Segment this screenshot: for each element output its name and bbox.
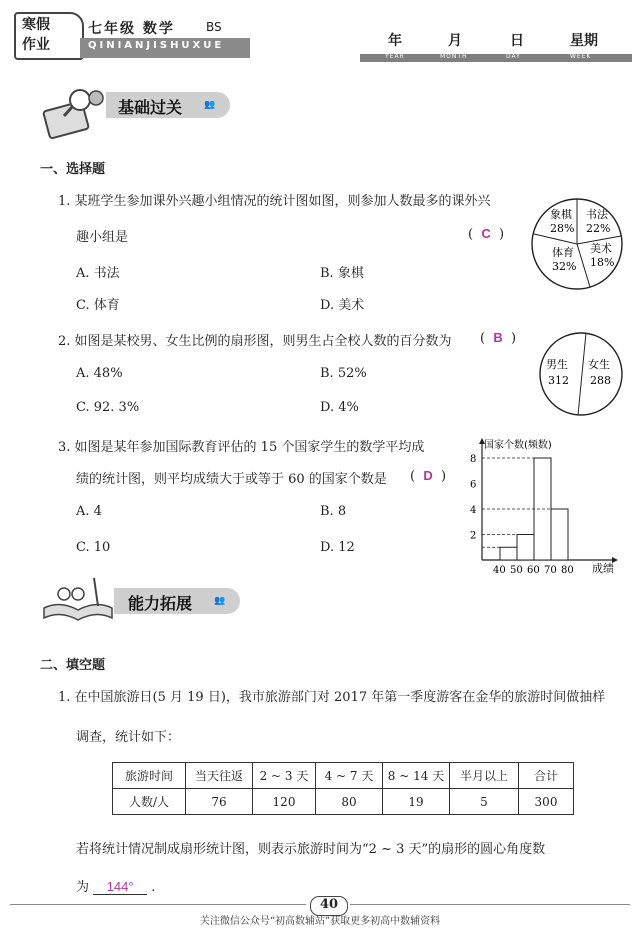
- y-tick-label: 4: [470, 505, 477, 516]
- banner-basics-title: 基础过关: [118, 98, 183, 117]
- x-tick-label: 60: [527, 565, 540, 576]
- pie1-xiangqi: 象棋: [550, 208, 572, 221]
- footer-note: 关注微信公众号“初高数辅站”获取更多初高中数辅资料: [199, 916, 441, 927]
- table-cell: 120: [253, 789, 316, 815]
- pie2-girls: 女生: [588, 358, 610, 371]
- grade-subject: 七年级 数学: [88, 21, 175, 37]
- brand-bottom: 作业: [22, 37, 50, 53]
- page-number: 40: [310, 896, 348, 916]
- q1-option-d: D. 美术: [320, 298, 365, 313]
- histogram-bar: [500, 547, 517, 560]
- q3-option-a: A. 4: [76, 504, 102, 519]
- pie1-tiyu-pct: 32%: [552, 260, 577, 273]
- table-row: [113, 789, 574, 815]
- date-day-en: DAY: [506, 53, 521, 60]
- table-cell: 19: [383, 789, 450, 815]
- pie1-tiyu: 体育: [552, 246, 574, 259]
- x-tick-label: 50: [510, 565, 523, 576]
- q1-answer: C: [481, 226, 491, 241]
- table-cell: 人数/人: [113, 789, 186, 815]
- date-year: 年: [388, 33, 402, 49]
- table-cell: 76: [186, 789, 253, 815]
- y-tick-label: 6: [470, 479, 477, 491]
- q3-option-b: B. 8: [320, 504, 347, 519]
- y-tick-label: 8: [470, 454, 477, 465]
- q3-option-c: C. 10: [76, 540, 111, 555]
- q1-option-c: C. 体育: [76, 298, 120, 313]
- q4-prefix: 为: [76, 880, 90, 895]
- q1-line1: 1. 某班学生参加课外兴趣小组情况的统计图如图，则参加人数最多的课外兴: [58, 194, 491, 209]
- x-tick-label: 40: [493, 565, 506, 576]
- table-cell: 300: [519, 789, 574, 815]
- q2-line1: 2. 如图是某校男、女生比例的扇形图，则男生占全校人数的百分数为: [58, 334, 452, 349]
- table-cell: 80: [316, 789, 383, 815]
- pie-chart-interest-groups: [528, 196, 626, 292]
- x-tick-label: 70: [544, 565, 557, 576]
- table-header-cell: 当天往返: [186, 763, 253, 789]
- footer-rule-left: [10, 904, 306, 905]
- x-tick-label: 80: [561, 565, 574, 576]
- date-day: 日: [510, 33, 524, 49]
- date-year-en: YEAR: [385, 53, 405, 60]
- y-tick-label: 2: [470, 530, 477, 542]
- q3-answer: D: [423, 468, 433, 483]
- brand-top: 寒假: [22, 17, 50, 33]
- pinyin-label: QINIANJISHUXUE: [88, 40, 225, 51]
- pie1-xiangqi-pct: 28%: [550, 222, 575, 235]
- q4-line4: [76, 876, 155, 895]
- q2-option-c: C. 92. 3%: [76, 400, 140, 415]
- pie1-meishu-pct: 18%: [590, 256, 615, 269]
- section1-title: 一、选择题: [40, 162, 106, 177]
- table-header-cell: 8 ~ 14 天: [383, 763, 450, 789]
- edition: BS: [206, 20, 222, 34]
- table-cell: 5: [450, 789, 519, 815]
- table-header-cell: 2 ~ 3 天: [253, 763, 316, 789]
- q1-option-a: A. 书法: [76, 266, 120, 281]
- q4-line1: 1. 在中国旅游日(5 月 19 日)，我市旅游部门对 2017 年第一季度游客在金华的旅游时间做抽样: [58, 690, 606, 705]
- table-header-cell: 合计: [519, 763, 574, 789]
- travel-time-table: [112, 762, 574, 815]
- pie2-girls-count: 288: [590, 374, 611, 387]
- table-header-cell: 4 ~ 7 天: [316, 763, 383, 789]
- q3-line2: 绩的统计图，则平均成绩大于或等于 60 的国家个数是: [76, 472, 387, 487]
- open-book-icon: [40, 572, 116, 624]
- q1-answer-box: ( C ): [468, 226, 505, 242]
- pie1-meishu: 美术: [590, 242, 612, 255]
- people-icon: 👥: [204, 100, 216, 110]
- q2-answer-box: ( B ): [480, 330, 517, 346]
- section2-title: 二、填空题: [40, 658, 106, 673]
- q4-line3: 若将统计情况制成扇形统计图，则表示旅游时间为“2 ~ 3 天”的扇形的圆心角度数: [76, 842, 546, 857]
- histogram-bar: [551, 509, 568, 560]
- x-axis-label: 成绩: [592, 562, 614, 575]
- table-header-row: [113, 763, 574, 789]
- date-week: 星期: [570, 33, 598, 49]
- date-month: 月: [448, 33, 462, 49]
- q3-answer-box: ( D ): [410, 468, 447, 484]
- pie2-boys-count: 312: [548, 374, 569, 387]
- q1-option-b: B. 象棋: [320, 266, 364, 281]
- table-header-cell: 半月以上: [450, 763, 519, 789]
- pie1-shufa: 书法: [586, 208, 608, 221]
- q2-option-b: B. 52%: [320, 366, 367, 381]
- q4-suffix: .: [151, 880, 156, 895]
- pie1-shufa-pct: 22%: [586, 222, 611, 235]
- q4-line2: 调查，统计如下：: [76, 730, 181, 745]
- table-header-cell: 旅游时间: [113, 763, 186, 789]
- q4-answer: 144°: [93, 879, 147, 895]
- pie2-boys: 男生: [546, 358, 568, 371]
- date-week-en: WEEK: [570, 53, 592, 60]
- q2-option-d: D. 4%: [320, 400, 359, 415]
- people-icon-2: 👥: [214, 596, 226, 606]
- histogram-bar: [517, 535, 534, 561]
- magnifier-tablet-icon: [38, 82, 110, 140]
- histogram-chart: [462, 436, 628, 580]
- q3-line1: 3. 如图是某年参加国际教育评估的 15 个国家学生的数学平均成: [58, 440, 425, 455]
- pie-chart-gender: [536, 330, 626, 418]
- q1-line2: 趣小组是: [76, 230, 129, 245]
- q2-answer: B: [493, 330, 503, 345]
- y-axis-label: 国家个数(频数): [484, 440, 552, 451]
- banner-extension-title: 能力拓展: [128, 594, 193, 613]
- date-month-en: MONTH: [440, 53, 468, 60]
- footer-rule-right: [350, 904, 630, 905]
- q2-option-a: A. 48%: [76, 366, 123, 381]
- q3-option-d: D. 12: [320, 540, 355, 555]
